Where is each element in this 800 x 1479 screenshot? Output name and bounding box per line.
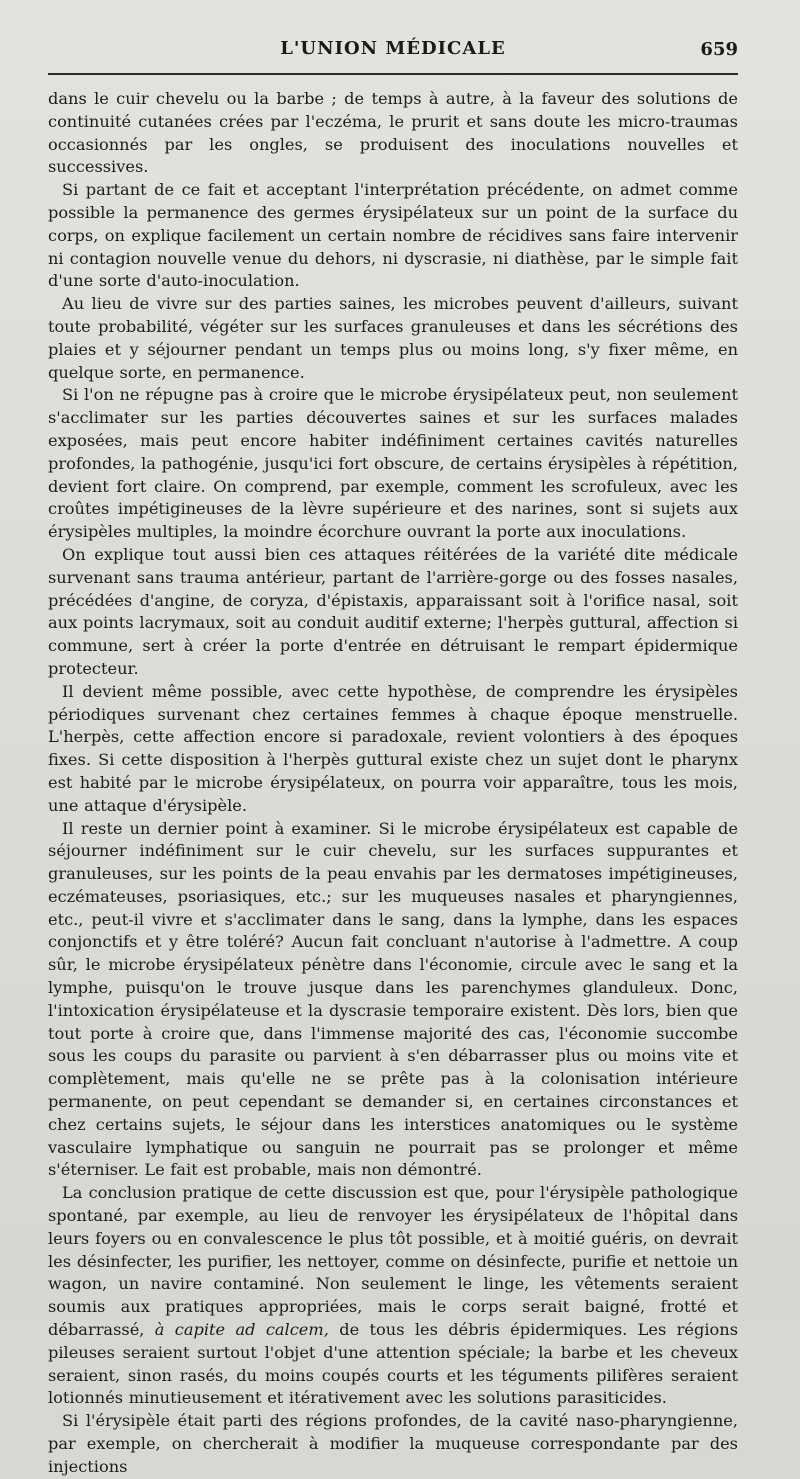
header-rule	[48, 73, 738, 75]
body-text	[48, 88, 738, 1479]
paragraph-3: Au lieu de vivre sur des parties saines, les microbes peuvent d'ailleurs, suivant toute probabilité, végéter sur les surfaces granuleuses et dans les sécrétions des plaies et y séjourner pendant un temps plus ou moins long, s'y fixer même, en quelque sorte, en permanence.	[48, 294, 738, 382]
paragraph-1: dans le cuir chevelu ou la barbe ; de temps à autre, à la faveur des solutions de continuité cutanées crées par l'eczéma, le prurit et sans doute les micro-traumas occasionnés par les ongles, se produisent des inoculations nouvelles et successives.	[48, 89, 738, 177]
paragraph-8	[48, 1182, 738, 1410]
page-header	[48, 38, 738, 70]
paragraph-8-part-2: de tous les débris épidermiques. Les régions pileuses seraient surtout l'objet d'une attention spéciale; la barbe et les cheveux seraient, sinon rasés, du moins coupés courts et les téguments pilifères seraient lotionnés minutieusement et itérativement avec les solutions parasiticides.	[48, 1320, 738, 1408]
paragraph-5: On explique tout aussi bien ces attaques réitérées de la variété dite médicale survenant sans trauma antérieur, partant de l'arrière-gorge ou des fosses nasales, précédées d'angine, de coryza, d'épistaxis, apparaissant soit à l'orifice nasal, soit aux points lacrymaux, soit au conduit auditif externe; l'herpès guttural, affection si commune, sert à créer la porte d'entrée en détruisant le rempart épidermique protecteur.	[48, 544, 738, 678]
paragraph-6: Il devient même possible, avec cette hypothèse, de comprendre les érysipèles périodiques survenant chez certaines femmes à chaque époque menstruelle. L'herpès, cette affection encore si paradoxale, revient volontiers à des époques fixes. Si cette disposition à l'herpès guttural existe chez un sujet dont le pharynx est habité par le microbe érysipélateux, on pourra voir apparaître, tous les mois, une attaque d'érysipèle.	[48, 681, 738, 815]
paragraph-4: Si l'on ne répugne pas à croire que le microbe érysipélateux peut, non seulement s'acclimater sur les parties découvertes saines et sur les surfaces malades exposées, mais peut encore habiter indéfiniment certaines cavités naturelles profondes, la pathogénie, jusqu'ici fort obscure, de certains érysipèles à répétition, devient fort claire. On comprend, par exemple, comment les scrofuleux, avec les croûtes impétigineuses de la lèvre supérieure et des narines, sont si sujets aux érysipèles multiples, la moindre écorchure ouvrant la porte aux inoculations.	[48, 385, 738, 542]
paragraph-8-part-1: La conclusion pratique de cette discussion est que, pour l'érysipèle pathologique spontané, par exemple, au lieu de renvoyer les érysipélateux de l'hôpital dans leurs foyers ou en convalescence le plus tôt possible, et à moitié guéris, on devrait les désinfecter, les purifier, les nettoyer, comme on désinfecte, purifie et nettoie un wagon, un navire contaminé. Non seulement le linge, les vêtements seraient soumis aux pratiques appropriées, mais le corps serait baigné, frotté et débarrassé,	[48, 1183, 738, 1340]
running-title: L'UNION MÉDICALE	[280, 38, 506, 59]
paragraph-9: Si l'érysipèle était parti des régions profondes, de la cavité naso-pharyngienne, par exemple, on chercherait à modifier la muqueuse correspondante par des injections	[48, 1411, 738, 1476]
latin-phrase: à capite ad calcem,	[154, 1320, 329, 1340]
page-number: 659	[700, 39, 738, 60]
paragraph-7: Il reste un dernier point à examiner. Si le microbe érysipélateux est capable de séjourner indéfiniment sur le cuir chevelu, sur les surfaces suppurantes et granuleuses, sur les points de la peau envahis par les dermatoses impétigineuses, eczémateuses, psoriasiques, etc.; sur les muqueuses nasales et pharyngiennes, etc., peut-il vivre et s'acclimater dans le sang, dans la lymphe, dans les espaces conjonctifs et y être toléré? Aucun fait concluant n'autorise à l'admettre. A coup sûr, le microbe érysipélateux pénètre dans l'économie, circule avec le sang et la lymphe, puisqu'on le trouve jusque dans les parenchymes glanduleux. Donc, l'intoxication érysipélateuse et la dyscrasie temporaire existent. Dès lors, bien que tout porte à croire que, dans l'immense majorité des cas, l'économie succombe sous les coups du parasite ou parvient à s'en débarrasser plus ou moins vite et complètement, mais qu'elle ne se prête pas à la colonisation intérieure permanente, on peut cependant se demander si, en certaines circonstances et chez certains sujets, le séjour dans les interstices anatomiques ou le système vasculaire lymphatique ou sanguin ne pourrait pas se prolonger et même s'éterniser. Le fait est probable, mais non démontré.	[48, 818, 738, 1180]
paragraph-2: Si partant de ce fait et acceptant l'interprétation précédente, on admet comme possible la permanence des germes érysipélateux sur un point de la surface du corps, on explique facilement un certain nombre de récidives sans faire intervenir ni contagion nouvelle venue du dehors, ni dyscrasie, ni diathèse, par le simple fait d'une sorte d'auto-inoculation.	[48, 180, 738, 291]
